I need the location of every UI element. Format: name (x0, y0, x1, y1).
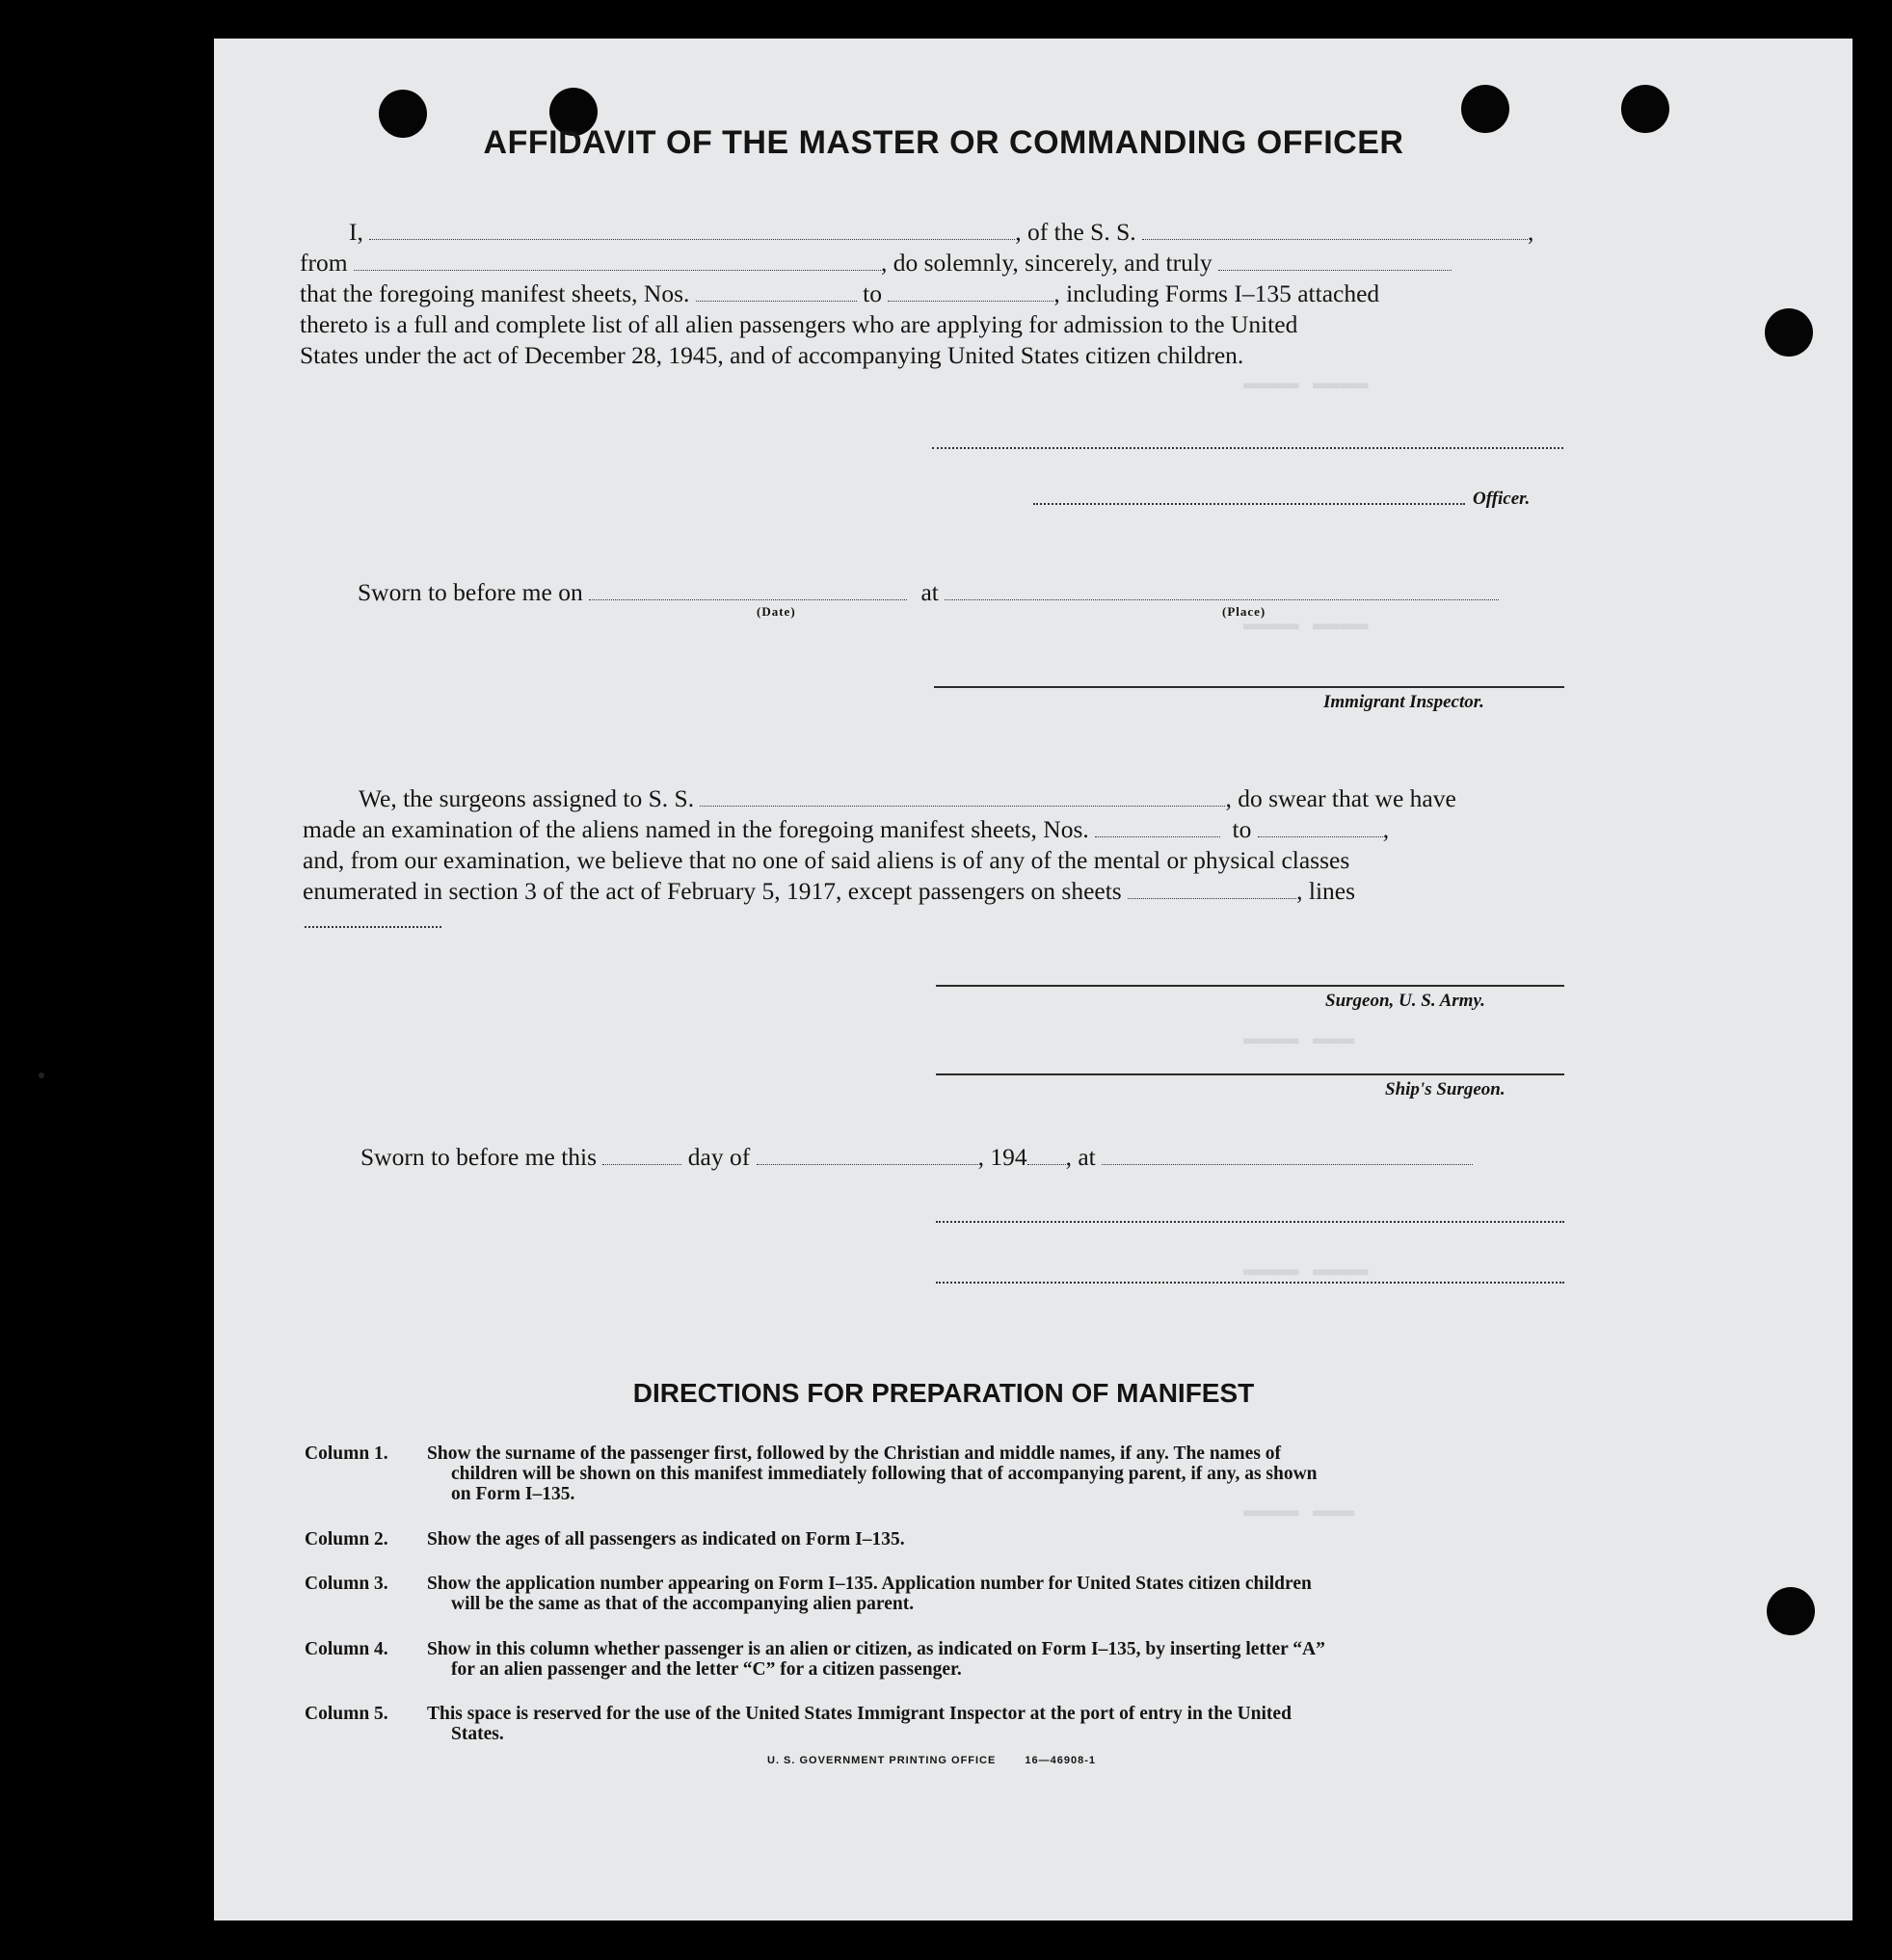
officer-title-line[interactable] (1033, 503, 1465, 505)
direction-column-2 (305, 1529, 1567, 1549)
sworn-place-field-2[interactable] (1102, 1145, 1473, 1165)
ship-name-field[interactable] (1142, 220, 1528, 240)
forms-label: , including Forms I–135 attached (1053, 279, 1380, 307)
affidavit-line-1 (349, 217, 1533, 248)
punch-hole (1765, 308, 1813, 357)
ship-surgeon-label: Ship's Surgeon. (1385, 1079, 1506, 1099)
at-label: at (920, 578, 939, 606)
affidavit-line-4: thereto is a full and complete list of all alien passengers who are applying for admission to the United (300, 310, 1298, 338)
comma-2: , (1382, 815, 1390, 843)
sworn-year-field[interactable] (1027, 1145, 1066, 1165)
manifest-sheets-label: that the foregoing manifest sheets, Nos. (300, 279, 690, 307)
column-text-cont: will be the same as that of the accompanying alien parent. (451, 1594, 915, 1614)
sworn-line-2 (360, 1142, 1473, 1173)
sworn-day-field[interactable] (602, 1145, 681, 1165)
column-text-cont: for an alien passenger and the letter “C” for a citizen passenger. (451, 1659, 962, 1680)
speck (39, 1073, 44, 1078)
sheets-from-field[interactable] (696, 281, 857, 302)
printer-label: U. S. GOVERNMENT PRINTING OFFICE (767, 1755, 997, 1766)
direction-column-1 (305, 1444, 1567, 1504)
affidavit-line-2 (300, 248, 1452, 278)
port-from-field[interactable] (354, 251, 881, 271)
sworn-line-1 (358, 577, 1499, 608)
affidavit-title: AFFIDAVIT OF THE MASTER OR COMMANDING OFFICER (483, 124, 1404, 161)
affidavit-line-3 (300, 278, 1379, 309)
surgeons-line-3: and, from our examination, we believe that no one of said aliens is of any of the mental or physical classes (303, 846, 1350, 874)
sheets-to-field[interactable] (888, 281, 1053, 302)
i-label: I, (349, 218, 363, 246)
surgeons-ship-field[interactable] (700, 786, 1225, 807)
direction-column-5 (305, 1704, 1567, 1744)
at-label-2: , at (1065, 1143, 1096, 1171)
army-surgeon-label: Surgeon, U. S. Army. (1325, 991, 1485, 1011)
column-label: Column 2. (305, 1529, 388, 1549)
year-label: , 194 (977, 1143, 1027, 1171)
lines-label: , lines (1296, 877, 1356, 905)
form-code: 16—46908-1 (1025, 1755, 1097, 1766)
punch-hole (1767, 1587, 1815, 1635)
sworn-this-label: Sworn to before me this (360, 1143, 598, 1171)
place-caption: (Place) (1222, 604, 1266, 619)
signature-line-b[interactable] (936, 1282, 1564, 1284)
oath-field[interactable] (1218, 251, 1452, 271)
swear-label: , do solemnly, sincerely, and truly (880, 249, 1212, 277)
affidavit-line-5: States under the act of December 28, 1945, and of accompanying United States citizen children. (300, 341, 1244, 369)
surgeons-line-2 (303, 814, 1389, 845)
exception-lines-field[interactable] (305, 926, 441, 928)
inspector-signature-line[interactable] (934, 686, 1564, 688)
of-ss-label: , of the S. S. (1015, 218, 1136, 246)
column-text: Show the surname of the passenger first, followed by the Christian and middle names, if any. The names of (427, 1444, 1282, 1464)
punch-hole (1621, 85, 1669, 133)
to-label: to (863, 279, 882, 307)
sworn-month-field[interactable] (757, 1145, 978, 1165)
officer-name-field[interactable] (369, 220, 1015, 240)
column-text: Show the ages of all passengers as indicated on Form I–135. (427, 1529, 905, 1549)
exception-sheets-field[interactable] (1128, 879, 1296, 899)
punch-hole (379, 90, 427, 138)
sworn-place-field[interactable] (945, 580, 1499, 600)
ship-surgeon-signature-line[interactable] (936, 1073, 1564, 1075)
column-label: Column 1. (305, 1444, 388, 1464)
surgeon-sheets-to-field[interactable] (1258, 817, 1383, 837)
signature-line[interactable] (932, 447, 1563, 449)
surgeons-line-4 (303, 876, 1355, 907)
from-label: from (300, 249, 348, 277)
swear-label-2: , do swear that we have (1225, 784, 1456, 812)
column-label: Column 4. (305, 1639, 388, 1659)
punch-hole (1461, 85, 1509, 133)
column-text-cont: States. (451, 1724, 504, 1744)
sworn-label: Sworn to before me on (358, 578, 583, 606)
officer-label: Officer. (1473, 489, 1531, 509)
section-label: enumerated in section 3 of the act of February 5, 1917, except passengers on sheets (303, 877, 1122, 905)
column-label: Column 5. (305, 1704, 388, 1724)
examination-label: made an examination of the aliens named in the foregoing manifest sheets, Nos. (303, 815, 1089, 843)
sworn-date-field[interactable] (589, 580, 907, 600)
day-of-label: day of (687, 1143, 751, 1171)
column-text: Show the application number appearing on Form I–135. Application number for United States citizen children (427, 1574, 1312, 1594)
army-surgeon-signature-line[interactable] (936, 985, 1564, 987)
date-caption: (Date) (757, 604, 796, 619)
direction-column-3 (305, 1574, 1567, 1614)
comma: , (1528, 218, 1534, 246)
inspector-label: Immigrant Inspector. (1323, 692, 1484, 712)
column-text: Show in this column whether passenger is an alien or citizen, as indicated on Form I–135, by inserting letter “A” (427, 1639, 1325, 1659)
surgeons-line-1 (359, 783, 1456, 814)
printer-footer (767, 1755, 1096, 1766)
signature-line-a[interactable] (936, 1221, 1564, 1223)
column-label: Column 3. (305, 1574, 388, 1594)
column-text-cont: children will be shown on this manifest immediately following that of accompanying parent, if any, as shown (451, 1464, 1318, 1484)
directions-title: DIRECTIONS FOR PREPARATION OF MANIFEST (632, 1378, 1255, 1408)
column-text: This space is reserved for the use of the United States Immigrant Inspector at the port of entry in the United (427, 1704, 1292, 1724)
to-label-2: to (1232, 815, 1252, 843)
surgeon-sheets-from-field[interactable] (1095, 817, 1220, 837)
direction-column-4 (305, 1639, 1567, 1680)
column-text-cont: on Form I–135. (451, 1484, 575, 1504)
surgeons-label: We, the surgeons assigned to S. S. (359, 784, 695, 812)
